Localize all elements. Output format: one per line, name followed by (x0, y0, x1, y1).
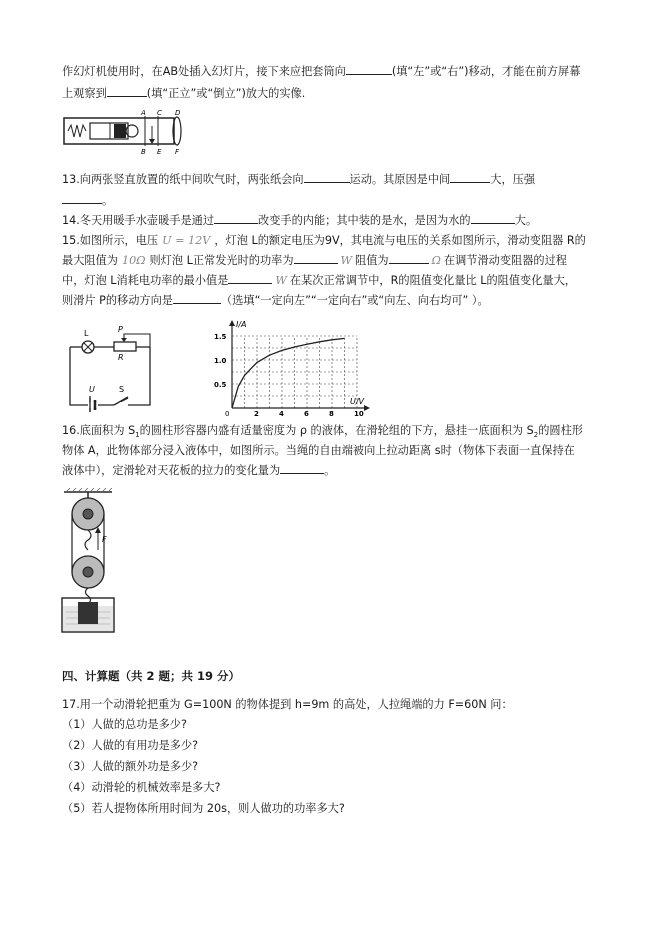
circuit-diagram (62, 322, 162, 412)
q17-item-4: （4）动滑轮的机械效率是多大? (62, 781, 221, 794)
q14-text-c: 大。 (514, 214, 538, 227)
q16-text-a: 16.底面积为 S (62, 424, 136, 437)
q13-text-a: 13.向两张竖直放置的纸中间吹气时，两张纸会向 (62, 173, 304, 186)
q16-line-3 (62, 463, 335, 478)
q15-blank-minpower[interactable] (228, 273, 272, 284)
q13-blank-motion[interactable] (304, 172, 350, 183)
q15-text-f: 在调节滑动变阻器的过程 (443, 254, 567, 267)
q16-text-e: 液体中），定滑轮对天花板的拉力的变化量为 (62, 464, 281, 477)
q12-text-a: 作幻灯机使用时，在AB处插入幻灯片，接下来应把套筒向 (62, 65, 346, 78)
section-4-title: 四、计算题（共 2 题；共 19 分） (62, 669, 241, 683)
q16-blank-force[interactable] (280, 463, 324, 474)
q17-item-2: （2）人做的有用功是多少? (62, 739, 199, 752)
y-tick-label: 1.5 (214, 333, 227, 341)
q15-text-h: 在某次正常调节中，R的阻值变化量比 L的阻值变化量大， (289, 274, 576, 287)
projector-figure (62, 108, 192, 156)
q15-line-1 (62, 233, 586, 248)
q13-blank-speed[interactable] (450, 172, 490, 183)
q16-line-2 (62, 443, 575, 458)
q13-text-b: 运动。其原因是中间 (349, 173, 451, 186)
q16-text-f: 。 (324, 464, 336, 477)
label-d: D (175, 109, 181, 117)
q12-blank-direction[interactable] (346, 64, 392, 75)
q15-text-b: ，灯泡 L的额定电压为9V，其电流与电压的关系如图所示，滑动变阻器 R的 (214, 234, 586, 247)
chart-ticks (214, 333, 364, 418)
q14-text-b: 改变手的内能；其中装的是水，是因为水的 (258, 214, 471, 227)
q16-line-1 (62, 423, 583, 443)
q16-text-b: 的圆柱形容器内盛有适量密度为 ρ 的液体，在滑轮组的下方，悬挂一底面积为 S (139, 424, 534, 437)
iu-curve (232, 338, 345, 408)
q12-line-2 (62, 86, 305, 101)
y-tick-label: 0.5 (214, 381, 227, 389)
label-f: F (175, 148, 180, 156)
x-tick-label: 10 (354, 410, 364, 418)
q16-text-c: 的圆柱形 (538, 424, 583, 437)
q14-blank-property[interactable] (471, 213, 515, 224)
label-source: U (89, 385, 95, 394)
q13-blank-pressure[interactable] (62, 193, 102, 204)
x-tick-label: 8 (329, 410, 334, 418)
spring-icon (68, 125, 86, 137)
q15-blank-resistance[interactable] (389, 253, 429, 264)
q15-resistance: 10Ω (121, 254, 146, 267)
q15-line-4 (62, 293, 489, 308)
q15-line-3 (62, 273, 576, 288)
x-tick-label: 6 (304, 410, 309, 418)
label-force: F (102, 535, 107, 544)
q15-blank-direction[interactable] (173, 293, 221, 304)
q12-blank-image[interactable] (107, 86, 147, 97)
q17-item-5: （5）若人提物体所用时间为 20s，则人做功的功率多大? (62, 802, 345, 815)
q13-line-2: 。 (62, 193, 113, 208)
q15-blank-power[interactable] (294, 253, 338, 264)
y-tick-label: 1.0 (214, 357, 227, 365)
q12-text-b: (填“左”或“右”)移动，才能在前方屏幕 (391, 65, 581, 78)
q15-text-c: 最大阻值为 (62, 254, 118, 267)
q17-item-3: （3）人做的额外功是多少? (62, 760, 199, 773)
q16-text-d: 物体 A，此物体部分浸入液体中，如图所示。当绳的自由端被向上拉动距离 s时（物体下表面一直保持在 (62, 444, 575, 457)
x-tick-label: 2 (254, 410, 259, 418)
resistor-icon (114, 342, 136, 351)
q14-line-1 (62, 213, 537, 228)
q15-unit-ohm: Ω (431, 254, 441, 267)
q15-text-a: 15.如图所示，电压 (62, 234, 159, 247)
q12-text-c: 上观察到 (62, 87, 107, 100)
pulley-figure (58, 488, 128, 633)
label-slider: P (118, 325, 123, 334)
q15-text-e: 阻值为 (355, 254, 389, 267)
label-e: E (157, 148, 162, 156)
q15-text-i: 则滑片 P的移动方向是 (62, 294, 173, 307)
label-c: C (157, 109, 162, 117)
q17-stem: 17.用一个动滑轮把重为 G=100N 的物体提到 h=9m 的高处，人拉绳端的力 F=60N 问： (62, 698, 513, 711)
label-lamp: L (84, 329, 89, 338)
q17-item-1: （1）人做的总功是多少? (62, 718, 187, 731)
x-tick-label: 4 (279, 410, 284, 418)
q13-line-1 (62, 172, 535, 187)
q14-blank-method[interactable] (214, 213, 258, 224)
q12-text-d: (填“正立”或“倒立”)放大的实像. (146, 87, 306, 100)
q15-text-j: （选填“一定向左”“一定向右”或“向左、向右均可” ）。 (221, 294, 489, 307)
iu-chart (212, 318, 372, 418)
label-a: A (141, 109, 146, 117)
x-axis-arrow (364, 405, 370, 411)
origin-label: 0 (225, 410, 230, 418)
q15-unit-w-2: W (275, 274, 287, 287)
q13-text-c: 大，压强 (490, 173, 536, 186)
label-resistor: R (118, 353, 124, 362)
q16-sub-2: 2 (533, 431, 539, 440)
y-axis-arrow (229, 320, 235, 326)
q12-line-1 (62, 64, 580, 79)
bulb-block (114, 124, 126, 138)
q15-voltage: U = 12V (162, 234, 211, 247)
q15-unit-w: W (340, 254, 353, 267)
q15-line-2 (62, 253, 567, 268)
y-axis-label: I/A (236, 320, 247, 329)
label-switch: S (119, 385, 125, 394)
q15-text-d: 则灯泡 L正常发光时的功率为 (149, 254, 294, 267)
q14-text-a: 14.冬天用暖手水壶暖手是通过 (62, 214, 215, 227)
label-b: B (141, 148, 146, 156)
object-a (78, 602, 98, 624)
hook (85, 530, 91, 550)
q16-sub-1: 1 (135, 431, 140, 440)
q15-text-g: 中，灯泡 L消耗电功率的最小值是 (62, 274, 229, 287)
slider-wire (124, 334, 150, 347)
x-axis-label: U/V (350, 397, 365, 406)
